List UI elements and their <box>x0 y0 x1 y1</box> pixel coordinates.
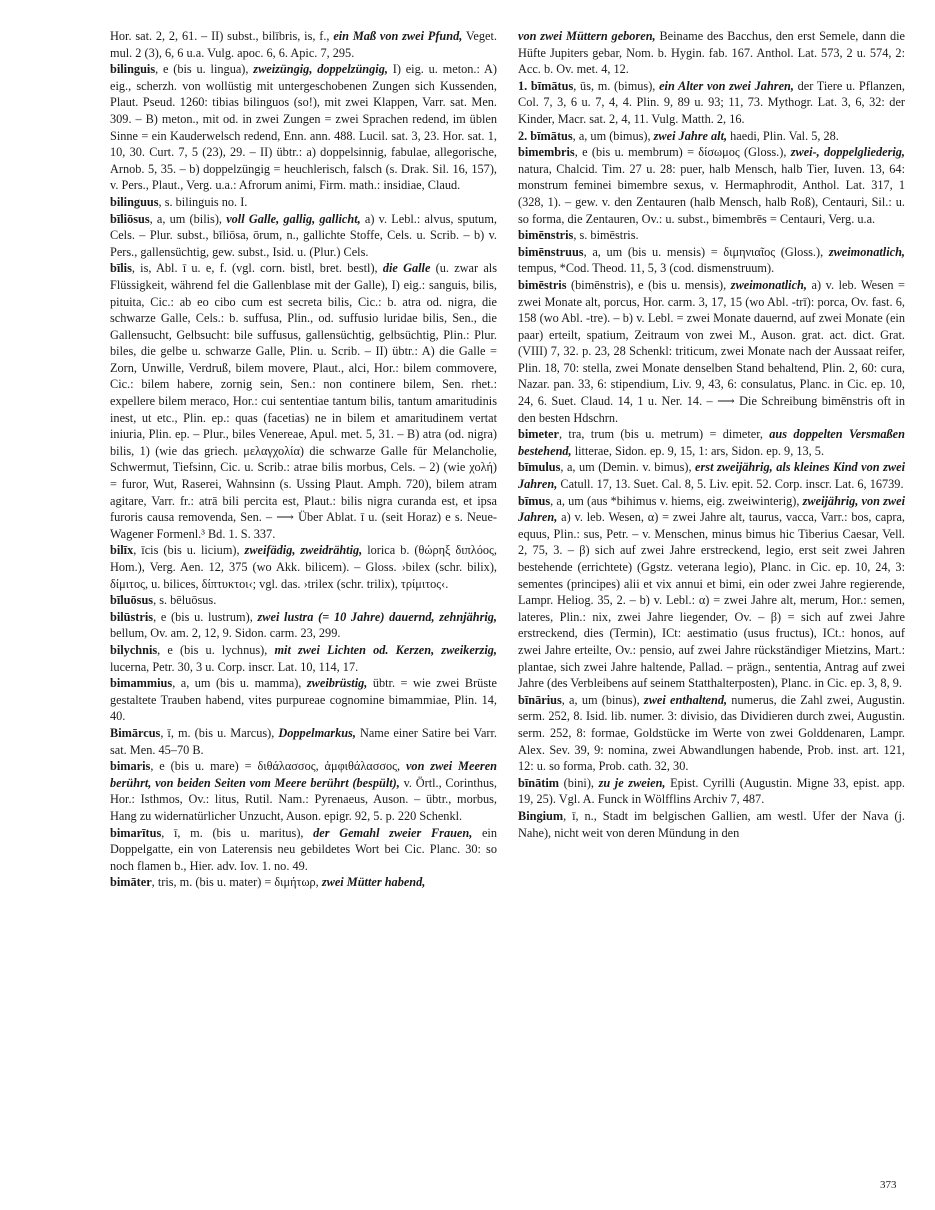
entry-headword: bilīx <box>110 543 134 558</box>
entry-headword: bīmus <box>518 493 551 508</box>
dictionary-entry <box>518 78 905 128</box>
left-column <box>110 28 497 1178</box>
entry-body: der Tiere u. Pflanzen, Col. 7, 3, 6 u. 7, 4, 4. Plin. 9, 89 u. 93; 11, 73. Mythogr. Lat. 3, 6, 32: der Kinder, Macr. sat. 2, 4, 11. Vulg. Matth. 2, 16. <box>518 78 905 126</box>
entry-meaning: ein Maß von zwei Pfund, <box>333 29 463 43</box>
entry-meaning: von zwei Müttern geboren, <box>518 29 656 43</box>
dictionary-entry <box>518 128 905 145</box>
entry-grammar: , a, um (binus), <box>561 692 644 707</box>
dictionary-entry <box>518 227 905 244</box>
entry-body: bellum, Ov. am. 2, 12, 9. Sidon. carm. 23, 299. <box>110 626 341 641</box>
entry-body: Name einer Satire bei Varr. sat. Men. 45–70 B. <box>110 725 497 757</box>
entry-meaning: zweimonatlich, <box>828 244 905 259</box>
entry-grammar: , ī, m. (bis u. Marcus), <box>160 725 279 740</box>
entry-grammar: , s. bimēstris. <box>573 228 639 243</box>
entry-headword: bimammius <box>110 676 173 691</box>
entry-meaning: mit zwei Lichten od. Kerzen, zweikerzig, <box>274 642 497 657</box>
dictionary-entry <box>110 725 497 758</box>
entry-grammar: , e (bis u. lychnus), <box>157 642 275 657</box>
entry-body: haedi, Plin. Val. 5, 28. <box>727 128 839 143</box>
entry-body: a) v. leb. Wesen, α) = zwei Jahre alt, taurus, vacca, Varr.: bos, capra, equus, Plin.: sus, Petr. – v. Menschen, minus bimus hic Tiberius Caesar, Vell. 2, 75, 3. – β) sich auf zwei Jahre erstreckend, legio, erst seit zwei Jahren bestehende (errichtete) (Ggstz. veterana legio), Planc. in Cic. ep. 10, 24, 3: sementes (principes) alii et vix annui et bimi, ein oder zwei Jahre regierende, Lampr. Heliog. 35, 2. – b) v. Lebl.: α) = zwei Jahre alt, merum, Hor.: semen, lateres, Plin.: nix, zwei Jahre liegender, Ov. – β) = sich auf zwei Jahre erstreckend, dies (Termin), ICt: aestimatio (usus fructus), ICt.: honos, auf zwei Jahre erteilte, Ov.: pensio, auf zwei Jahre rückständiger Mietzins, Mart.: plantae, sich zwei Jahre haltende, Pallad. – prägn., sententia, Antrag auf zwei Jahre (des Verbleibens auf seinem Statthalterposten), Planc. in Cic. ep. 3, 8, 9. <box>518 510 905 691</box>
entry-meaning: zweimonatlich, <box>730 277 807 292</box>
entry-grammar: , a, um (bimus), <box>572 128 654 143</box>
entry-meaning: zwei Mütter habend, <box>321 875 426 890</box>
entry-body: Epist. Cyrilli (Augustin. Migne 33, epist. app. 19, 25). Vgl. A. Funck in Wölfflins Archiv 7, 487. <box>518 775 905 807</box>
dictionary-entry <box>110 194 497 211</box>
entry-headword: bilychnis <box>110 642 158 657</box>
dictionary-entry <box>518 493 905 692</box>
entry-grammar: , a, um (Demin. v. bimus), <box>560 460 696 475</box>
dictionary-entry <box>110 542 497 592</box>
entry-meaning: zwei Jahre alt, <box>653 128 728 143</box>
entry-meaning: die Galle <box>382 261 431 276</box>
entry-headword: bimarītus <box>110 825 162 840</box>
entry-meaning: erst zweijährig, als kleines Kind von zwei Jahren, <box>518 460 905 492</box>
entry-body: Veget. mul. 2 (3), 6, 6 u.a. Vulg. apoc. 6, 6. Apic. 7, 295. <box>110 29 497 60</box>
entry-body: tempus, *Cod. Theod. 11, 5, 3 (cod. dismenstruum). <box>518 261 775 276</box>
entry-body: Beiname des Bacchus, den erst Semele, dann die Hüfte Jupiters gebar, Nom. b. Hygin. fab. 167. Anthol. Lat. 573, 2 u. 574, 2: Acc. b. Ov. met. 4, 12. <box>518 29 905 77</box>
dictionary-entry <box>110 675 497 725</box>
entry-headword: 1. bīmātus <box>518 78 574 93</box>
entry-meaning: zweifädig, zweidrähtig, <box>244 543 363 558</box>
entry-grammar: , tris, m. (bis u. mater) = διμήτωρ, <box>151 875 322 890</box>
entry-meaning: zweizüngig, doppelzüngig, <box>253 62 388 77</box>
dictionary-entry <box>110 260 497 542</box>
entry-meaning: zwei-, doppelgliederig, <box>790 145 905 160</box>
dictionary-entry <box>110 642 497 675</box>
dictionary-entry <box>518 692 905 775</box>
entry-grammar: , ī, n., <box>563 808 603 823</box>
entry-body: lucerna, Petr. 30, 3 u. Corp. inscr. Lat. 10, 114, 17. <box>110 659 359 674</box>
dictionary-entry <box>518 459 905 492</box>
entry-body: (u. zwar als Flüssigkeit, während fel die Gallenblase mit der Galle), I) eig.: sanguis, bilis, pituita, Cic.: ab eo cibo cum est secreta bilis, Cic.: b. atra od. nigra, die schwarze Galle, Cels.: b. suffusa, Plin., od. suffusio luridae bilis, Sen., die Gallensucht, Gelbsucht: bile suffusus, gallensüchtig, gelbsüchtig, Plin.: Plur. biles, die gelbe u. schwarze Galle, Plin. u. Scrib. – II) übtr.: A) die Galle = Zorn, Unwille, Verdruß, bilem movere, Plaut., alci, Hor.: bilem commovere, Cic.: bilem habere, zornig sein, Sen.: non continere bilem, Sen. rhet.: expellere bilem meraco, Hor.: cui sententiae tantum bilis, tantum amaritudinis inest, ut etc., Plin. ep.: quas (facetias) ne in bilem et amaritudinem vertat iniuria, Plin. ep. – Plur., biles Venereae, Apul. met. 5, 31. – B) atra (od. nigra) bilis, 1) (wie das griech. μελαγχολία) die schwarze Galle für Melancholie, Schwermut, Tiefsinn, Cic. u. Scrib.: atrae bilis morbus, Cels. – 2) (wie χολή) = furor, Wut, Raserei, Wahnsinn (s. Ussing Plaut. Amph. 720), bilem atram agitare, Varr. fr.: atrā bili percita est, Plaut.: bilis nigra curanda est, et ipsa furoris causa removenda, Sen. – ⟶ Über Ablat. ī u. (seit Horaz) e s. Neue-Wagener Formenl.³ Bd. 1. S. 337. <box>110 261 497 541</box>
entry-grammar: Hor. sat. 2, 2, 61. – II) subst., bilībris, is, f., <box>110 29 334 43</box>
entry-meaning: zweibrüstig, <box>306 676 368 691</box>
dictionary-entry <box>110 28 497 61</box>
entry-body: a) v. leb. Wesen = zwei Monate alt, porcus, Hor. carm. 3, 17, 15 (wo Abl. -trī): porca, Ov. fast. 6, 158 (wo Abl. -tre). – b) v. Lebl. = zwei Monate dauernd, auf zwei Monate (ein paar) erteilt, spatium, Zeitraum von zwei M., Auson. grat. act. dict. Grat. (VIII) 7, 32. p. 23, 28 Schenkl: triticum, zwei Monate nach der Aussaat reifer, Plin. 18, 70: stella, zwei Monate denselben Stand behaltend, Plin. 2, 60: cura, Nazar. pan. 33, 6: stipendium, Liv. 9, 43, 6: consulatus, Planc. in Cic. ep. 10, 24, 6. Suet. Claud. 14, 1 u. Ner. 14. – ⟶ Die Schreibung bimēnstris oft in den besten Hdschrn. <box>518 277 905 425</box>
dictionary-entry <box>518 426 905 459</box>
entry-headword: bilinguis <box>110 62 156 77</box>
entry-grammar: , a, um (aus *bihimus v. hiems, eig. zweiwinterig), <box>550 493 803 508</box>
entry-headword: bīmulus <box>518 460 561 475</box>
entry-meaning: zwei enthaltend, <box>643 692 728 707</box>
entry-grammar: , s. bilinguis no. I. <box>158 194 248 209</box>
entry-grammar: , tra, trum (bis u. metrum) = dimeter, <box>558 427 770 442</box>
entry-grammar: , e (bis u. lingua), <box>155 62 254 77</box>
dictionary-entry <box>110 874 497 891</box>
entry-body: a) v. Lebl.: alvus, sputum, Cels. – Plur. subst., bīliōsa, ōrum, n., gallichte Stoffe, Cels. u. Scrib. – b) v. Pers., gallensüchtig, gew. subst., Isid. u. (Plur.) Cels. <box>110 211 497 259</box>
entry-grammar: , e (bis u. membrum) = δίσωμος (Gloss.), <box>574 145 791 160</box>
entry-meaning: voll Galle, gallig, gallicht, <box>226 211 361 226</box>
entry-meaning: der Gemahl zweier Frauen, <box>313 825 473 840</box>
entry-grammar: (bini), <box>559 775 599 790</box>
entry-headword: bīliōsus <box>110 211 150 226</box>
entry-meaning: zweijährig, von zwei Jahren, <box>518 493 905 525</box>
entry-headword: bīnātim <box>518 775 559 790</box>
entry-grammar: , a, um (bis u. mensis) = διμηνιαῖος (Gloss.), <box>583 244 829 259</box>
dictionary-entry <box>518 144 905 227</box>
entry-body: I) eig. u. meton.: A) eig., scherzh. von wollüstig mit untergeschobenen Zungen sich Kussenden, Plaut. Pseud. 1260: tibias bilinguos (so!), mit zwei Klappen, Varr. sat. Men. 309. – B) meton., mit od. in zwei Zungen = zwei Sprachen redend, im üblen Sinne = ein Kauderwelsch redend, Enn. ann. 488. Lucil. sat. 3, 23. Hor. sat. 1, 10, 30. Curt. 7, 5 (23), 29. – II) übtr.: a) doppelsinnig, fabulae, allegorische, Arnob. 5, 35. – b) doppelzüngig = heuchlerisch, falsch (s. Drak. Sil. 16, 157), v. Pers., Plaut., Verg. u.a.: Afrorum animi, Firm. math.: insidiae, Claud. <box>110 62 497 193</box>
right-column <box>518 28 905 1178</box>
dictionary-entry <box>110 758 497 824</box>
entry-grammar: , ī, m. (bis u. maritus), <box>161 825 314 840</box>
entry-grammar: , s. bēluōsus. <box>153 593 217 608</box>
entry-body: Stadt im belgischen Gallien, am westl. Ufer der Nava (j. Nahe), nicht weit von deren Mündung in den <box>518 808 905 840</box>
entry-grammar: , a, um (bilis), <box>149 211 227 226</box>
entry-meaning: zu je zweien, <box>598 775 666 790</box>
dictionary-entry <box>110 592 497 609</box>
entry-body: natura, Chalcid. Tim. 27 u. 28: puer, halb Mensch, halb Tier, Iuven. 13, 64: monstrum feminei bimembre sexus, v. Hermaphrodit, Anthol. Lat. 317, 1 (328, 1). – gew. v. den Zentauren (halb Mensch, halb Roß), Centauri, Sil.: u. so forma, die Zentauren, Ov.: u. subst., bimembrēs = Centauri, Verg. u.a. <box>518 161 905 226</box>
entry-body: lorica b. (θώρηξ διπλόος, Hom.), Verg. Aen. 12, 375 (wo Akk. bilicem). – Gloss. ›bilex (schr. bilix), δίμιτος, u. bilices, δίπτυκτοι‹; vgl. das. ›trilex (schr. trilix), τρίμιτος‹. <box>110 543 497 591</box>
entry-body: v. Örtl., Corinthus, Hor.: Isthmos, Ov.: litus, Rutil. Nam.: Pyrenaeus, Auson. – übtr., morbus, Hang zu widernatürlicher Unzucht, Auson. epigr. 92, 5. p. 220 Schenkl. <box>110 775 497 823</box>
dictionary-entry <box>110 609 497 642</box>
entry-headword: Bingium <box>518 808 564 823</box>
entry-grammar: , ūs, m. (bimus), <box>573 78 660 93</box>
entry-grammar: , e (bis u. lustrum), <box>153 609 258 624</box>
entry-body: Catull. 17, 13. Suet. Cal. 8, 5. Liv. epit. 52. Corp. inscr. Lat. 6, 16739. <box>557 477 904 492</box>
entry-headword: bīluōsus <box>110 593 154 608</box>
entry-headword: bimāter <box>110 875 152 890</box>
entry-headword: 2. bīmātus <box>518 128 573 143</box>
entry-headword: bimēstris <box>518 277 567 292</box>
entry-headword: bimeter <box>518 427 559 442</box>
entry-grammar: , e (bis u. mare) = διθάλασσος, ἀμφιθάλασσος, <box>150 759 406 774</box>
entry-headword: Bimārcus <box>110 725 161 740</box>
entry-body: ein Doppelgatte, ein von Laterensis neu gebildetes Wort bei Cic. Planc. 30: so noch flamen b., Hier. adv. Iov. 1. no. 49. <box>110 825 497 873</box>
dictionary-entry <box>518 808 905 841</box>
entry-headword: bīlis <box>110 261 132 276</box>
entry-meaning: aus doppelten Versmaßen bestehend, <box>518 427 905 458</box>
dictionary-entry <box>110 825 497 875</box>
entry-grammar: (bimēnstris), e (bis u. mensis), <box>566 277 731 292</box>
entry-headword: bimembris <box>518 145 575 160</box>
entry-headword: bilinguus <box>110 194 159 209</box>
entry-headword: bimēnstruus <box>518 244 584 259</box>
entry-grammar: , is, Abl. ī u. e, f. (vgl. corn. bistl, bret. bestl), <box>131 261 383 276</box>
dictionary-entry <box>110 211 497 261</box>
dictionary-entry <box>110 61 497 194</box>
dictionary-entry <box>518 244 905 277</box>
entry-headword: bimaris <box>110 759 151 774</box>
entry-grammar: , īcis (bis u. licium), <box>133 543 245 558</box>
entry-headword: bilūstris <box>110 609 154 624</box>
entry-body: übtr. = wie zwei Brüste gestaltete Trauben habend, vites purpureae cognomine bimammiae, Plin. 14, 40. <box>110 676 497 724</box>
dictionary-entry <box>518 277 905 426</box>
entry-meaning: Doppelmarkus, <box>278 725 356 740</box>
entry-body: litterae, Sidon. ep. 9, 15, 1: ars, Sidon. ep. 9, 13, 5. <box>571 443 825 458</box>
entry-grammar: , a, um (bis u. mamma), <box>172 676 307 691</box>
entry-meaning: zwei lustra (= 10 Jahre) dauernd, zehnjährig, <box>257 609 497 624</box>
entry-body: numerus, die Zahl zwei, Augustin. serm. 252, 8. Isid. lib. numer. 3: divisio, das Dividieren durch zwei, Augustin. serm. 252, 8: formae, Goldstücke im Werte von zwei Golddenaren, Lampr. Alex. Sev. 39, 9: nomina, zwei Abwandlungen habende, Prob. inst. art. 121, 12: u. so forma, Prob. cath. 32, 30. <box>518 692 905 774</box>
dictionary-entry <box>518 28 905 78</box>
entry-meaning: ein Alter von zwei Jahren, <box>659 78 794 93</box>
entry-headword: bimēnstris <box>518 228 574 243</box>
page-number: 373 <box>880 1179 897 1191</box>
entry-headword: bīnārius <box>518 692 562 707</box>
dictionary-entry <box>518 775 905 808</box>
entry-meaning: von zwei Meeren berührt, von beiden Seiten vom Meere berührt (bespült), <box>110 759 497 790</box>
